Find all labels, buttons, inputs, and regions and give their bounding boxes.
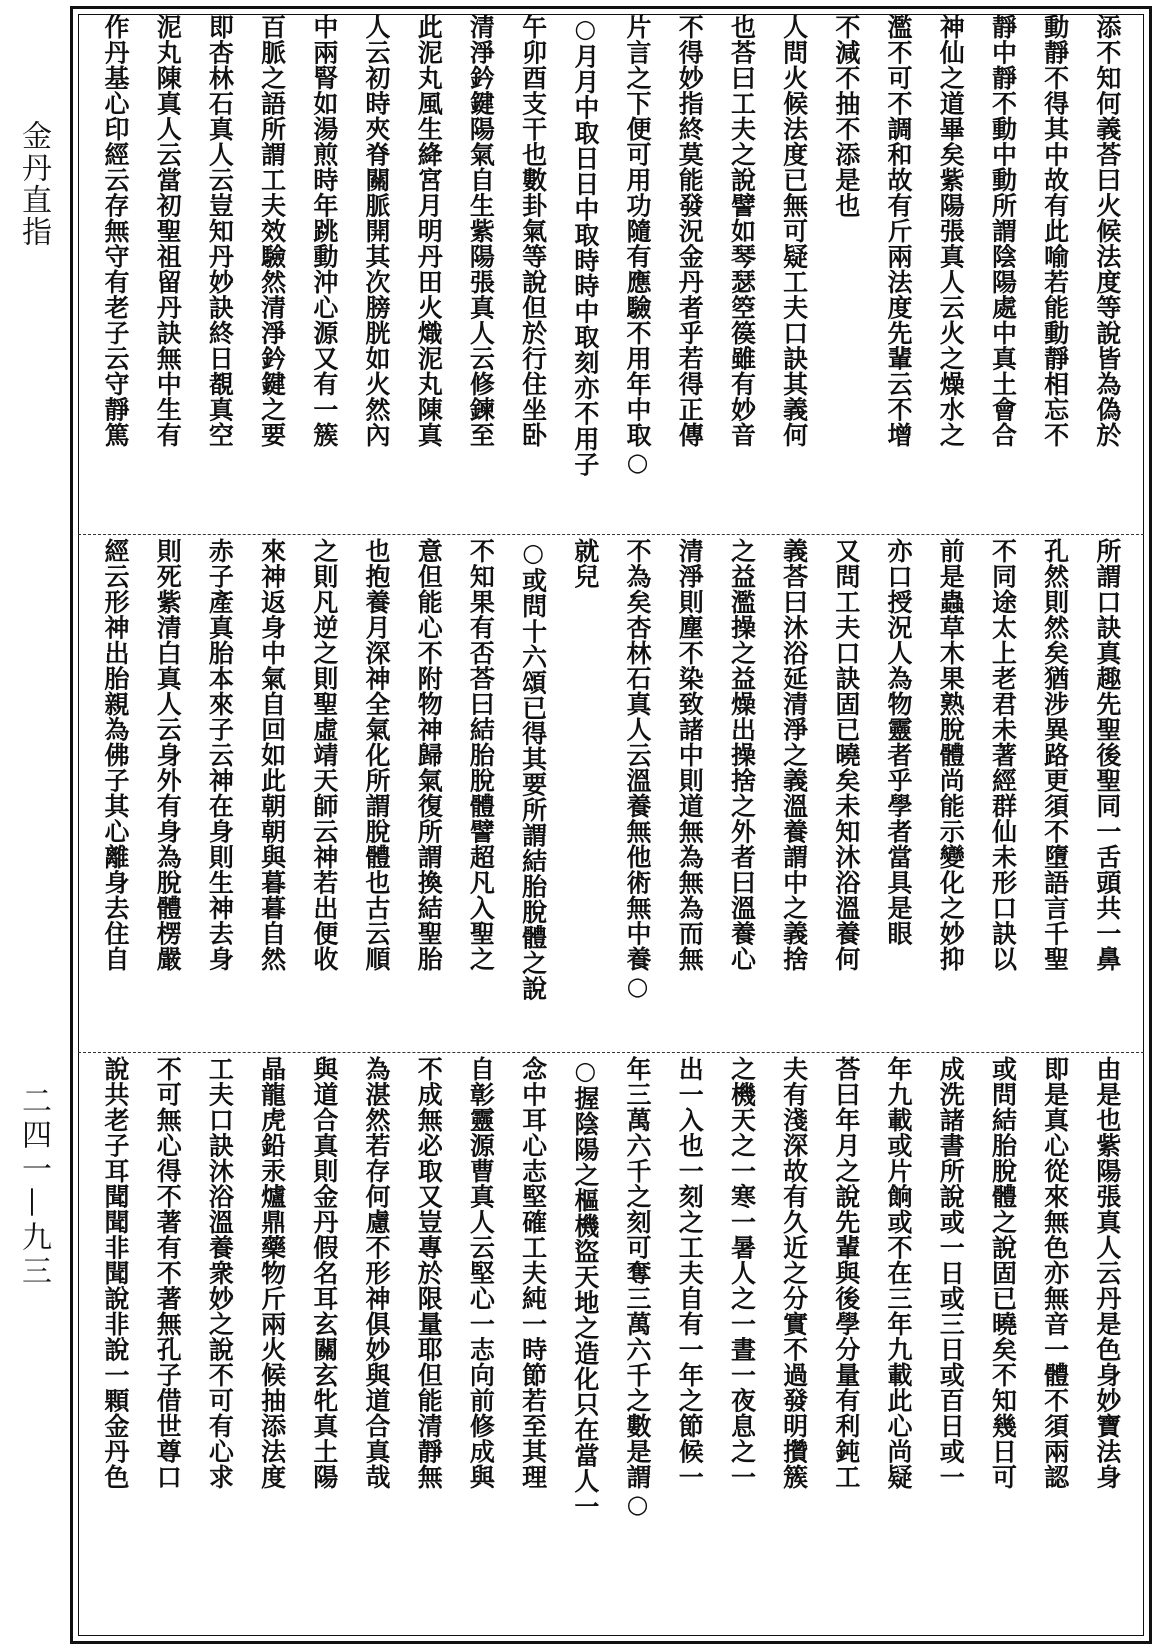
text-column: 亦口授況人為物靈者乎學者當具是眼 (884, 538, 914, 946)
text-column: 赤子產真胎本來子云神在身則生神去身 (205, 538, 235, 972)
text-column: 清淨鈐鍵陽氣自生紫陽張真人云修鍊至 (466, 14, 496, 448)
register-divider (78, 1052, 1144, 1053)
text-column: 說共老子耳聞聞非聞說非說一顆金丹色 (101, 1056, 130, 1490)
text-column: 濫不可不調和故有斤兩法度先輩云不增 (884, 14, 914, 448)
text-column: 念中耳心志堅確工夫純一時節若至其理 (518, 1056, 548, 1490)
text-column: 泥丸陳真人云當初聖祖留丹訣無中生有 (153, 14, 183, 448)
text-column: 不同途太上老君未著經群仙未形口訣以 (988, 538, 1018, 972)
text-column: 神仙之道畢矣紫陽張真人云火之燥水之 (936, 14, 966, 448)
text-column: 義荅曰沐浴延清淨之義溫養謂中之義捨 (779, 538, 809, 972)
text-column: ○或問十六頌已得其要所謂結胎脫體之說 (518, 538, 548, 1001)
page-number: 二四一—九三 (16, 1085, 51, 1289)
text-column: 不減不抽不添是也 (831, 14, 861, 218)
text-column: 作丹基心印經云存無守有老子云守靜篤 (101, 14, 130, 448)
text-column: 不為矣杏林石真人云溫養無他術無中養○ (623, 538, 653, 1001)
text-column: 成洗諸書所說或一日或三日或百日或一 (936, 1056, 966, 1490)
text-column: 年三萬六千之刻可奪三萬六千之數是謂○ (623, 1056, 653, 1519)
text-column: 即是真心從來無色亦無音一體不須兩認 (1040, 1056, 1070, 1490)
text-column: 清淨則塵不染致諸中則道無為無為而無 (675, 538, 705, 972)
text-column: 即杏林石真人云豈知丹妙訣終日覩真空 (205, 14, 235, 448)
text-column: 荅曰年月之說先輩與後學分量有利鈍工 (831, 1056, 861, 1490)
text-column: 百脈之語所謂工夫效驗然清淨鈐鍵之要 (257, 14, 287, 448)
text-column: 人云初時夾脊關脈開其次膀胱如火然內 (362, 14, 392, 448)
text-column: 夫有淺深故有久近之分實不過發明攢簇 (779, 1056, 809, 1490)
text-column: 之則凡逆之則聖虛靖天師云神若出便收 (309, 538, 339, 972)
text-column: 前是蟲草木果熟脫體尚能示變化之妙抑 (936, 538, 966, 972)
text-column: 也荅曰工夫之說譬如琴瑟箜篌雖有妙音 (727, 14, 757, 448)
text-column: 出一入也一刻之工夫自有一年之節候一 (675, 1056, 705, 1490)
text-column: 與道合真則金丹假名耳玄關玄牝真土陽 (309, 1056, 339, 1490)
text-column: 經云形神出胎親為佛子其心離身去住自 (101, 538, 130, 972)
text-column: ○月月中取日日中取時時中取刻亦不用子 (570, 14, 600, 477)
text-column: 孔然則然矣猶涉異路更須不墮語言千聖 (1040, 538, 1070, 972)
text-column: 就兒 (570, 538, 600, 589)
text-register-middle (78, 538, 1144, 1050)
register-divider (78, 534, 1144, 535)
text-register-bottom (78, 1056, 1144, 1636)
text-column: ○握陰陽之樞機盜天地之造化只在當人一 (570, 1056, 600, 1519)
text-column: 片言之下便可用功隨有應驗不用年中取○ (623, 14, 653, 477)
text-column: 不知果有否荅曰結胎脫體譬超凡入聖之 (466, 538, 496, 972)
text-column: 或問結胎脫體之說固已曉矣不知幾日可 (988, 1056, 1018, 1490)
text-column: 不可無心得不著有不著無孔子借世尊口 (153, 1056, 183, 1490)
text-column: 午卯酉支干也數卦氣等說但於行住坐卧 (518, 14, 548, 448)
text-column: 晶龍虎鉛汞爐鼎藥物斤兩火候抽添法度 (257, 1056, 287, 1490)
text-column: 由是也紫陽張真人云丹是色身妙寶法身 (1092, 1056, 1122, 1490)
text-column: 年九載或片餉或不在三年九載此心尚疑 (884, 1056, 914, 1490)
text-column: 意但能心不附物神歸氣復所謂換結聖胎 (414, 538, 444, 972)
text-column: 中兩腎如湯煎時年跳動沖心源又有一簇 (309, 14, 339, 448)
text-column: 靜中靜不動中動所謂陰陽處中真土會合 (988, 14, 1018, 448)
text-column: 之機天之一寒一暑人之一晝一夜息之一 (727, 1056, 757, 1490)
text-column: 也抱養月深神全氣化所謂脫體也古云順 (362, 538, 392, 972)
text-column: 工夫口訣沐浴溫養衆妙之說不可有心求 (205, 1056, 235, 1490)
text-column: 所謂口訣真趣先聖後聖同一舌頭共一鼻 (1092, 538, 1122, 972)
text-column: 不得妙指終莫能發況金丹者乎若得正傳 (675, 14, 705, 448)
text-column: 則死紫清白真人云身外有身為脫體楞嚴 (153, 538, 183, 972)
text-column: 為湛然若存何慮不形神俱妙與道合真哉 (362, 1056, 392, 1490)
text-column: 此泥丸風生絳宮月明丹田火熾泥丸陳真 (414, 14, 444, 448)
text-column: 動靜不得其中故有此喻若能動靜相忘不 (1040, 14, 1070, 448)
text-column: 又問工夫口訣固已曉矣未知沐浴溫養何 (831, 538, 861, 972)
text-column: 添不知何義荅曰火候法度等說皆為偽於 (1092, 14, 1122, 448)
text-column: 人問火候法度已無可疑工夫口訣其義何 (779, 14, 809, 448)
text-column: 來神返身中氣自回如此朝朝與暮暮自然 (257, 538, 287, 972)
book-title: 金丹直指 (16, 120, 51, 248)
text-column: 之益濫操之益燥出操捨之外者曰溫養心 (727, 538, 757, 972)
text-column: 不成無必取又豈專於限量耶但能清靜無 (414, 1056, 444, 1490)
text-column: 自彰靈源曹真人云堅心一志向前修成與 (466, 1056, 496, 1490)
text-register-top (78, 14, 1144, 532)
